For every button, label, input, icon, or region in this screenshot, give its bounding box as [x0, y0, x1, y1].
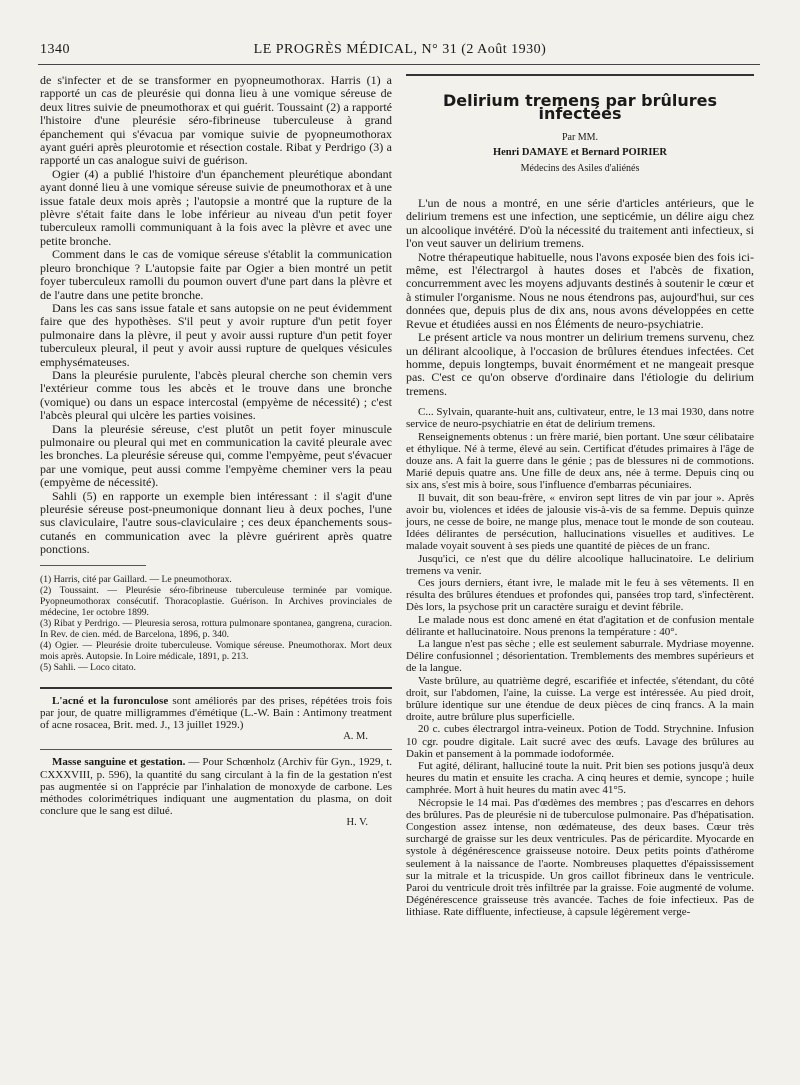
paragraph: Dans la pleurésie purulente, l'abcès pleural cherche son chemin vers l'extérieur comme tous les abcès et le trouve dans une bronche (vomique) ou dans un espace intercostal (empyème de nécessité) ; c'est l'abcès pleural qui ulcère les parties voisines. — [40, 367, 392, 423]
paragraph: Notre thérapeutique habituelle, nous l'avons exposée bien des fois ici-même, est l'électrargol à hautes doses et l'abcès de fixation, concurremment avec les moyens adjuvants destinés à soutenir le cœur et à stimuler l'organisme. Nous ne nous étendrons pas, aujourd'hui, sur ces données que, depuis plus de dix ans, nous avons développées en cette Revue et étudiées aussi en nos Éléments de neuro-psychiatrie. — [406, 249, 754, 331]
note-separator — [40, 749, 392, 750]
note-signature: H. V. — [346, 817, 368, 829]
paragraph: Le présent article va nous montrer un delirium tremens survenu, chez un délirant alcoolique, à l'occasion de brûlures étendues infectées. Cet homme, depuis longtemps, buvait énormément et ne mangeait presque pas. C'est ce qu'on observe d'ordinaire dans l'étiologie du delirium tremens. — [406, 330, 754, 398]
article-title: Delirium tremens par brûlures infectées — [442, 91, 718, 124]
case-paragraph: Fut agité, délirant, halluciné toute la nuit. Prit bien ses potions jusqu'à deux heures du matin et ensuite les cracha. A cinq heures et demie, syncope ; huile camphrée. Mort à huit heures du matin avec 41°5. — [406, 760, 754, 797]
paragraph: Dans la pleurésie séreuse, c'est plutôt un petit foyer minuscule pulmonaire ou pleural qui met en communication la cavité pleurale avec les bronches. La pleurésie séreuse qui, comme l'empyème, peut s'évacuer par une vomique, peut aussi comme l'empyème cheminer vers la peau (empyème de nécessité). — [40, 421, 392, 490]
paragraph: Comment dans le cas de vomique séreuse s'établit la communication pleuro bronchique ? L'autopsie faite par Ogier a bien montré un petit foyer tuberculeux ramolli du poumon ouvert d'une part dans la plèvre et de l'autre dans une petite bronche. — [40, 247, 392, 302]
author-affiliation: Médecins des Asiles d'aliénés — [520, 162, 640, 174]
paragraph: Dans les cas sans issue fatale et sans autopsie on ne peut évidemment faire que des hypothèses. S'il peut y avoir rupture d'un petit foyer pulmonaire dans la plèvre, il peut y avoir aussi rupture d'un petit foyer tuberculeux pleural, il peut y avoir aussi rupture de quelques vésicules emphysémateuses. — [40, 300, 392, 369]
footnote-separator — [40, 565, 146, 566]
article-authors: Henri DAMAYE et Bernard POIRIER — [492, 147, 668, 159]
article-top-rule — [406, 74, 754, 76]
case-paragraph: Vaste brûlure, au quatrième degré, escarifiée et infectée, s'étendant, du côté droit, sur l'abdomen, l'aine, la cuisse. La verge est intéressée. Au pied droit, brûlure identique sur une étendue de deux pièces de cinq francs. A la main droite, autre brûlure plus superficielle. — [406, 674, 754, 724]
case-paragraph: Le malade nous est donc amené en état d'agitation et de confusion mentale délirante et hallucinatoire. Nous prenons la température : 40°. — [406, 613, 754, 638]
case-paragraph: Ces jours derniers, étant ivre, le malade mit le feu à ses vêtements. Il en résulta des brûlures étendues et profondes qui, pansées trop tard, s'infectèrent. Dès lors, la psychose prit un caractère suraigu et devint fébrile. — [406, 576, 754, 614]
page-number: 1340 — [40, 42, 70, 57]
section-separator — [40, 687, 392, 689]
case-report — [406, 406, 754, 919]
paragraph: Sahli (5) en rapporte un exemple bien intéressant : il s'agit d'une pleurésie séreuse post-pneumonique donnant lieu à deux poches, l'une sus claviculaire, l'autre sous-claviculaire ; ces deux épanchements sous-cutanés en communication avec la plèvre guérirent après quatre ponctions. — [40, 488, 392, 557]
case-paragraph: C... Sylvain, quarante-huit ans, cultivateur, entre, le 13 mai 1930, dans notre service de neuro-psychiatrie en état de delirium tremens. — [406, 406, 754, 431]
note-text: sont améliorés par des prises, répétées trois fois par jour, de quatre milligrammes d'émétique (L.-W. Bain : Antimony treatment of acne rosacea, Brit. med. J., 13 juillet 1929.) — [40, 694, 392, 732]
note-text: — Pour Schœnholz (Archiv für Gyn., 1929, t. CXXXVIII, p. 596), la quantité du sang circulant à la fin de la gestation n'est pas augmentée si on l'apprécie par l'inhalation de monoxyde de carbone. Les méthodes colorimétriques indiquant une augmentation du plasma, on doit conclure que le sang est dilué. — [40, 756, 392, 818]
footnote: (3) Ribat y Perdrigo. — Pleuresia serosa, rottura pulmonare spontanea, gangrena, curacion. In Rev. de cien. méd. de Barcelona, 1896, p. 340. — [40, 617, 392, 640]
note-signature: A. M. — [343, 731, 368, 743]
footnote: (2) Toussaint. — Pleurésie séro-fibrineuse tuberculeuse terminée par vomique. Pyopneumothorax consécutif. Thoracoplastie. Guérison. In Archives provinciales de médecine, 1er octobre 1899. — [40, 584, 392, 618]
footnotes — [40, 574, 392, 673]
note-block — [40, 756, 392, 829]
footnote: (4) Ogier. — Pleurésie droite tuberculeuse. Vomique séreuse. Pneumothorax. Mort deux mois après. Autopsie. In Loire médicale, 1891, p. 213. — [40, 639, 392, 662]
right-column — [406, 74, 754, 919]
footnote: (5) Sahli. — Loco citato. — [40, 661, 136, 673]
left-column — [40, 74, 392, 830]
note-lead: L'acné et la furonculose — [52, 694, 169, 707]
case-paragraph: Il buvait, dit son beau-frère, « environ sept litres de vin par jour ». Après avoir bu, violences et idées de jalousie vis-à-vis de sa femme. Depuis quinze jours, ne cesse de boire, ne mange plus, menace tout le monde de son couteau. Idées délirantes de persécution, hallucinations visuelles et auditives. Le malade voyait souvent à ses pieds une quantité de pièces de un franc. — [406, 491, 754, 553]
journal-title: LE PROGRÈS MÉDICAL, N° 31 (2 Août 1930) — [253, 42, 547, 57]
paragraph: L'un de nous a montré, en une série d'articles antérieurs, que le delirium tremens est une infection, une septicémie, un délire aigu chez un alcoolique invétéré. D'où la nécessité du traitement anti infectieux, si l'on veut sauver un delirium tremens. — [406, 196, 754, 251]
header-rule — [38, 64, 760, 65]
paragraph: de s'infecter et de se transformer en pyopneumothorax. Harris (1) a rapporté un cas de pleurésie qui donna lieu à une vomique séreuse de deux litres suivie de pneumothorax et qui guérit. Toussaint (2) a rapporté l'histoire d'une pleurésie séro-fibrineuse tuberculeuse à grand épanchement qui s'évacua par vomique suivie de pyopneumothorax ayant guéri après pleurotomie et résection costale. Ribat y Perdrigo (3) a rapporté un cas analogue suivi de guérison. — [40, 73, 392, 168]
paragraph: Ogier (4) a publié l'histoire d'un épanchement pleurétique abondant ayant donné lieu à une vomique séreuse suivie de pneumothorax et à une issue fatale deux mois après ; l'autopsie a montré que la rupture de la plèvre s'était faite dans le lobe inférieur au niveau d'un petit foyer tuberculeux ramolli communiquant à la fois avec la plèvre et avec une petite bronche. — [40, 166, 392, 248]
note-lead: Masse sanguine et gestation. — [52, 756, 186, 769]
case-paragraph: 20 c. cubes électrargol intra-veineux. Potion de Todd. Strychnine. Infusion 10 cgr. poudre digitale. Lait sucré avec des œufs. Lavage des brûlures au Dakin et pansement à la pommade iodoformée. — [406, 723, 754, 760]
note-block — [40, 695, 392, 744]
case-paragraph: La langue n'est pas sèche ; elle est seulement saburrale. Mydriase moyenne. Délire confusionnel ; désorientation. Tremblements des membres supérieurs et de la langue. — [406, 637, 754, 675]
footnote: (1) Harris, cité par Gaillard. — Le pneumothorax. — [40, 573, 232, 585]
case-paragraph: Renseignements obtenus : un frère marié, bien portant. Une sœur célibataire et éthylique. Né à terme, élevé au sein. Certificat d'études primaires à l'âge de douze ans. A fait la guerre dans le génie ; pas de blessures ni de commotions. Marié depuis quatre ans. Une fille de deux ans, née à terme. Depuis cinq ou six ans, s'est mis à boire, sous l'influence d'embarras pécuniaires. — [406, 430, 754, 492]
case-paragraph: Jusqu'ici, ce n'est que du délire alcoolique hallucinatoire. Le delirium tremens va venir. — [406, 552, 754, 577]
byline: Par MM. — [561, 131, 599, 143]
running-head — [40, 42, 760, 62]
case-paragraph: Nécropsie le 14 mai. Pas d'œdèmes des membres ; pas d'escarres en dehors des brûlures. Pas de pleurésie ni de tuberculose pulmonaire. Pas d'hépatisation. Congestion assez intense, non œdémateuse, des deux bases. Cœur très surchargé de graisse sur les deux ventricules. Pas de péricardite. Myocarde en systole à dégénérescence graisseuse notoire. Deux petits points d'athérome seulement à la naissance de l'aorte. Nombreuses plaquettes d'épaississement sur la mitrale et la tricuspide. Un gros caillot fibrineux dans le ventricule. Paroi du ventricule droit très infiltrée par la graisse. Foie augmenté de volume. Dégénérescence graisseuse très avancée. Taches de foie infectieux. Pas de lithiase. Rate diffluente, infectieuse, à capsule légèrement verge- — [406, 796, 754, 919]
